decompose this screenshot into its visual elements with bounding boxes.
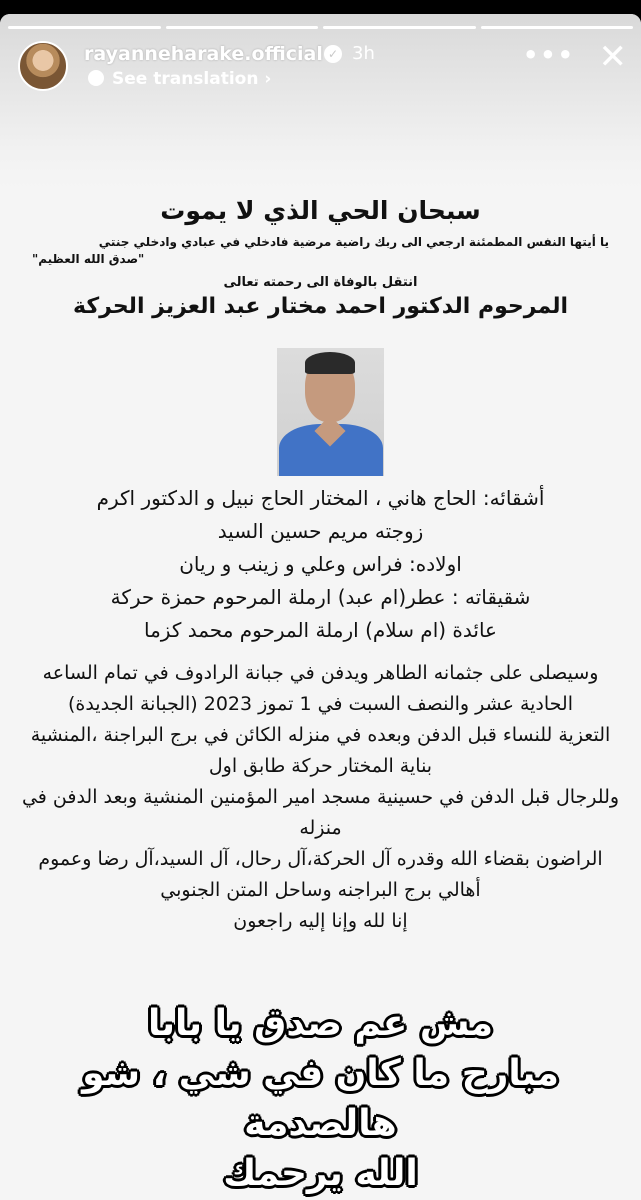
family-line: اولاده: فراس وعلي و زينب و ريان bbox=[179, 552, 462, 576]
family-line: عائدة (ام سلام) ارملة المرحوم محمد كزما bbox=[144, 618, 497, 642]
close-icon[interactable]: ✕ bbox=[598, 37, 627, 77]
story-view[interactable] bbox=[0, 14, 641, 1200]
detail-line: التعزية للنساء قبل الدفن وبعده في منزله الكائن في برج البراجنة ،المنشية bbox=[30, 724, 611, 746]
detail-line: الحادية عشر والنصف السبت في 1 تموز 2023 (الجبانة الجديدة) bbox=[67, 693, 574, 715]
progress-segment bbox=[8, 26, 161, 29]
detail-line: منزله bbox=[299, 817, 342, 839]
detail-line: وسيصلى على جثمانه الطاهر ويدفن في جبانة الرادوف في تمام الساعه bbox=[42, 662, 599, 684]
family-line: زوجته مريم حسين السيد bbox=[217, 519, 424, 543]
family-line: أشقائه: الحاج هاني ، المختار الحاج نبيل و الدكتور اكرم bbox=[96, 486, 545, 510]
username[interactable]: rayanneharake.official bbox=[84, 43, 323, 65]
detail-line: أهالي برج البراجنه وساحل المتن الجنوبي bbox=[160, 879, 481, 901]
see-translation-link[interactable]: See translation › bbox=[88, 69, 271, 89]
see-translation-label: See translation bbox=[112, 69, 259, 89]
caption-line: مش عم صدق يا بابا bbox=[147, 1003, 493, 1044]
progress-segment bbox=[481, 26, 634, 29]
caption-line: مبارح ما كان في شي ، شو هالصدمة bbox=[82, 1053, 559, 1144]
detail-line: الراضون بقضاء الله وقدره آل الحركة،آل رحال، آل السيد،آل رضا وعموم bbox=[38, 848, 603, 870]
story-progress-bar bbox=[8, 26, 633, 29]
more-dots-icon[interactable]: ••• bbox=[522, 41, 575, 69]
avatar[interactable] bbox=[18, 41, 68, 91]
passed-away-text: انتقل بالوفاة الى رحمته تعالى bbox=[223, 275, 418, 290]
family-list bbox=[0, 482, 641, 647]
obituary-title: سبحان الحي الذي لا يموت bbox=[160, 196, 481, 225]
verse-closing: "صدق الله العظيم" bbox=[32, 252, 145, 266]
detail-line: بناية المختار حركة طابق اول bbox=[208, 755, 433, 777]
detail-line: وللرجال قبل الدفن في حسينية مسجد امير المؤمنين المنشية وبعد الدفن في bbox=[21, 786, 620, 808]
post-time: 3h bbox=[352, 43, 375, 64]
deceased-photo bbox=[277, 348, 384, 476]
family-line: شقيقاته : عطر(ام عبد) ارملة المرحوم حمزة حركة bbox=[110, 585, 531, 609]
obituary-card bbox=[0, 190, 641, 932]
hair bbox=[305, 352, 355, 374]
detail-line: إنا لله وإنا إليه راجعون bbox=[233, 910, 408, 932]
progress-segment bbox=[323, 26, 476, 29]
funeral-details bbox=[0, 658, 641, 937]
caption-line: الله يرحمك bbox=[223, 1153, 418, 1194]
translate-globe-icon bbox=[88, 70, 104, 86]
deceased-name: المرحوم الدكتور احمد مختار عبد العزيز الحركة bbox=[73, 294, 568, 319]
quran-verse: يا أيتها النفس المطمئنة ارجعي الى ربك راضية مرضية فادخلي في عبادي وادخلي جنتي bbox=[98, 235, 609, 249]
verified-badge-icon: ✓ bbox=[324, 45, 342, 63]
story-caption bbox=[0, 999, 641, 1199]
story-header bbox=[18, 37, 631, 95]
progress-segment bbox=[166, 26, 319, 29]
